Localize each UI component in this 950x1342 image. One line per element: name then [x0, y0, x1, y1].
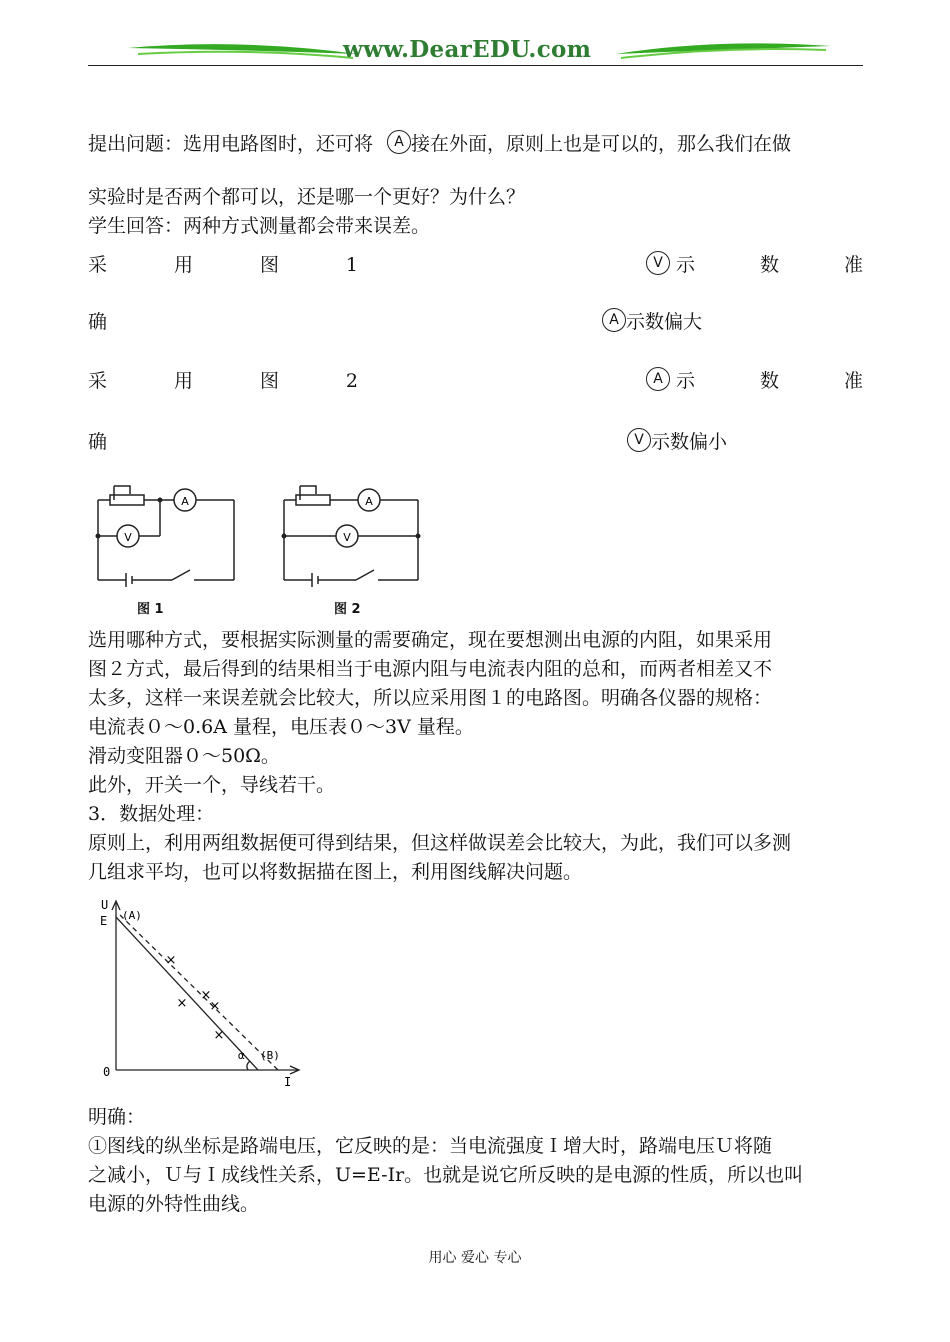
case1-word: 图 — [259, 254, 279, 276]
ammeter-icon: A — [387, 130, 411, 154]
graph-marker: × — [200, 988, 212, 1003]
page-footer: 用心 爱心 专心 — [428, 1250, 522, 1266]
u-i-graph — [98, 895, 308, 1090]
text-line: 图２方式，最后得到的结果相当于电源内阻与电流表内阻的总和，而两者相差又不 — [88, 658, 773, 680]
text-line: 太多，这样一来误差就会比较大，所以应采用图１的电路图。明确各仪器的规格： — [88, 687, 773, 709]
site-logo-text: www.DearEDU.com — [343, 36, 592, 63]
text-line: 几组求平均，也可以将数据描在图上，利用图线解决问题。 — [88, 861, 583, 883]
case2-left — [88, 367, 358, 396]
header-swoosh-left — [128, 40, 358, 62]
case2-meter1 — [646, 367, 670, 396]
circuit-figure-1 — [90, 480, 250, 620]
fig1-caption: 图 1 — [137, 602, 164, 617]
question-line-2: 实验时是否两个都可以，还是哪一个更好？为什么？ — [88, 186, 526, 208]
case1-word: 采 — [88, 254, 108, 276]
voltmeter-icon: V — [646, 251, 670, 275]
case2-result — [627, 428, 727, 457]
case1-word2: 确 — [88, 311, 108, 333]
header-rule — [88, 65, 863, 66]
question-post: 接在外面，原则上也是可以的，那么我们在做 — [411, 133, 792, 155]
body-paragraph — [88, 626, 791, 887]
case2-word: 2 — [345, 370, 358, 392]
question-pre: 提出问题：选用电路图时，还可将 — [88, 133, 374, 155]
fig1-ammeter-label: A — [181, 495, 189, 508]
text-line: 3．数据处理： — [88, 803, 215, 825]
text-line: 电源的外特性曲线。 — [88, 1193, 260, 1215]
fig1-voltmeter-label: V — [124, 531, 132, 544]
ammeter-icon: A — [602, 308, 626, 332]
case1-result-text: 示数偏大 — [626, 311, 703, 333]
case1-left — [88, 251, 358, 280]
point-a-label: (A) — [122, 909, 142, 922]
voltmeter-icon: V — [627, 428, 651, 452]
text-line: ①图线的纵坐标是路端电压，它反映的是：当电流强度Ｉ增大时，路端电压Ｕ将随 — [88, 1135, 773, 1157]
clarify-paragraph — [88, 1103, 803, 1219]
text-line: 明确： — [88, 1106, 146, 1128]
case1-result — [602, 308, 702, 337]
case2-word: 采 — [88, 370, 108, 392]
graph-marker: × — [213, 1028, 225, 1043]
case2-word2: 确 — [88, 431, 108, 453]
case2-tail-char: 示 — [676, 370, 696, 392]
text-line: 之减小，Ｕ与Ｉ成线性关系，U=E-Ir。也就是说它所反映的是电源的性质，所以也叫 — [88, 1164, 804, 1186]
case1-tail-char: 准 — [843, 254, 863, 276]
text-line: 滑动变阻器０～50Ω。 — [88, 745, 280, 767]
axis-i-label: I — [284, 1075, 292, 1089]
graph-marker: × — [209, 999, 221, 1014]
text-line: 电流表０～0.6A 量程，电压表０～3V 量程。 — [88, 716, 474, 738]
case1-tail-char: 示 — [676, 254, 696, 276]
case1-tail-char: 数 — [759, 254, 779, 276]
fig2-ammeter-label: A — [365, 495, 373, 508]
case2-result-text: 示数偏小 — [651, 431, 728, 453]
fig2-voltmeter-label: V — [343, 531, 351, 544]
axis-u-label: U — [101, 898, 109, 912]
header-swoosh-right — [616, 40, 831, 62]
e-label: E — [100, 914, 108, 928]
graph-marker: × — [176, 996, 188, 1011]
case2-word: 图 — [259, 370, 279, 392]
angle-label: α — [238, 1049, 245, 1062]
point-b-label: (B) — [260, 1049, 280, 1062]
header-banner — [88, 28, 863, 70]
text-line: 选用哪种方式，要根据实际测量的需要确定，现在要想测出电源的内阻，如果采用 — [88, 629, 773, 651]
ammeter-icon: A — [646, 367, 670, 391]
text-line: 原则上，利用两组数据便可得到结果，但这样做误差会比较大，为此，我们可以多测 — [88, 832, 792, 854]
fig2-caption: 图 2 — [334, 602, 361, 617]
question-line-1 — [88, 130, 791, 159]
case1-word: 用 — [173, 254, 193, 276]
case1-word: 1 — [345, 254, 358, 276]
origin-label: 0 — [103, 1065, 111, 1079]
text-line: 此外，开关一个，导线若干。 — [88, 774, 336, 796]
case2-word: 用 — [173, 370, 193, 392]
case2-tail-char: 准 — [843, 370, 863, 392]
case1-meter1 — [646, 251, 670, 280]
case2-right — [676, 367, 863, 396]
case2-tail-char: 数 — [759, 370, 779, 392]
student-answer: 学生回答：两种方式测量都会带来误差。 — [88, 215, 431, 237]
case1-right — [676, 251, 863, 280]
graph-marker: × — [165, 953, 177, 968]
